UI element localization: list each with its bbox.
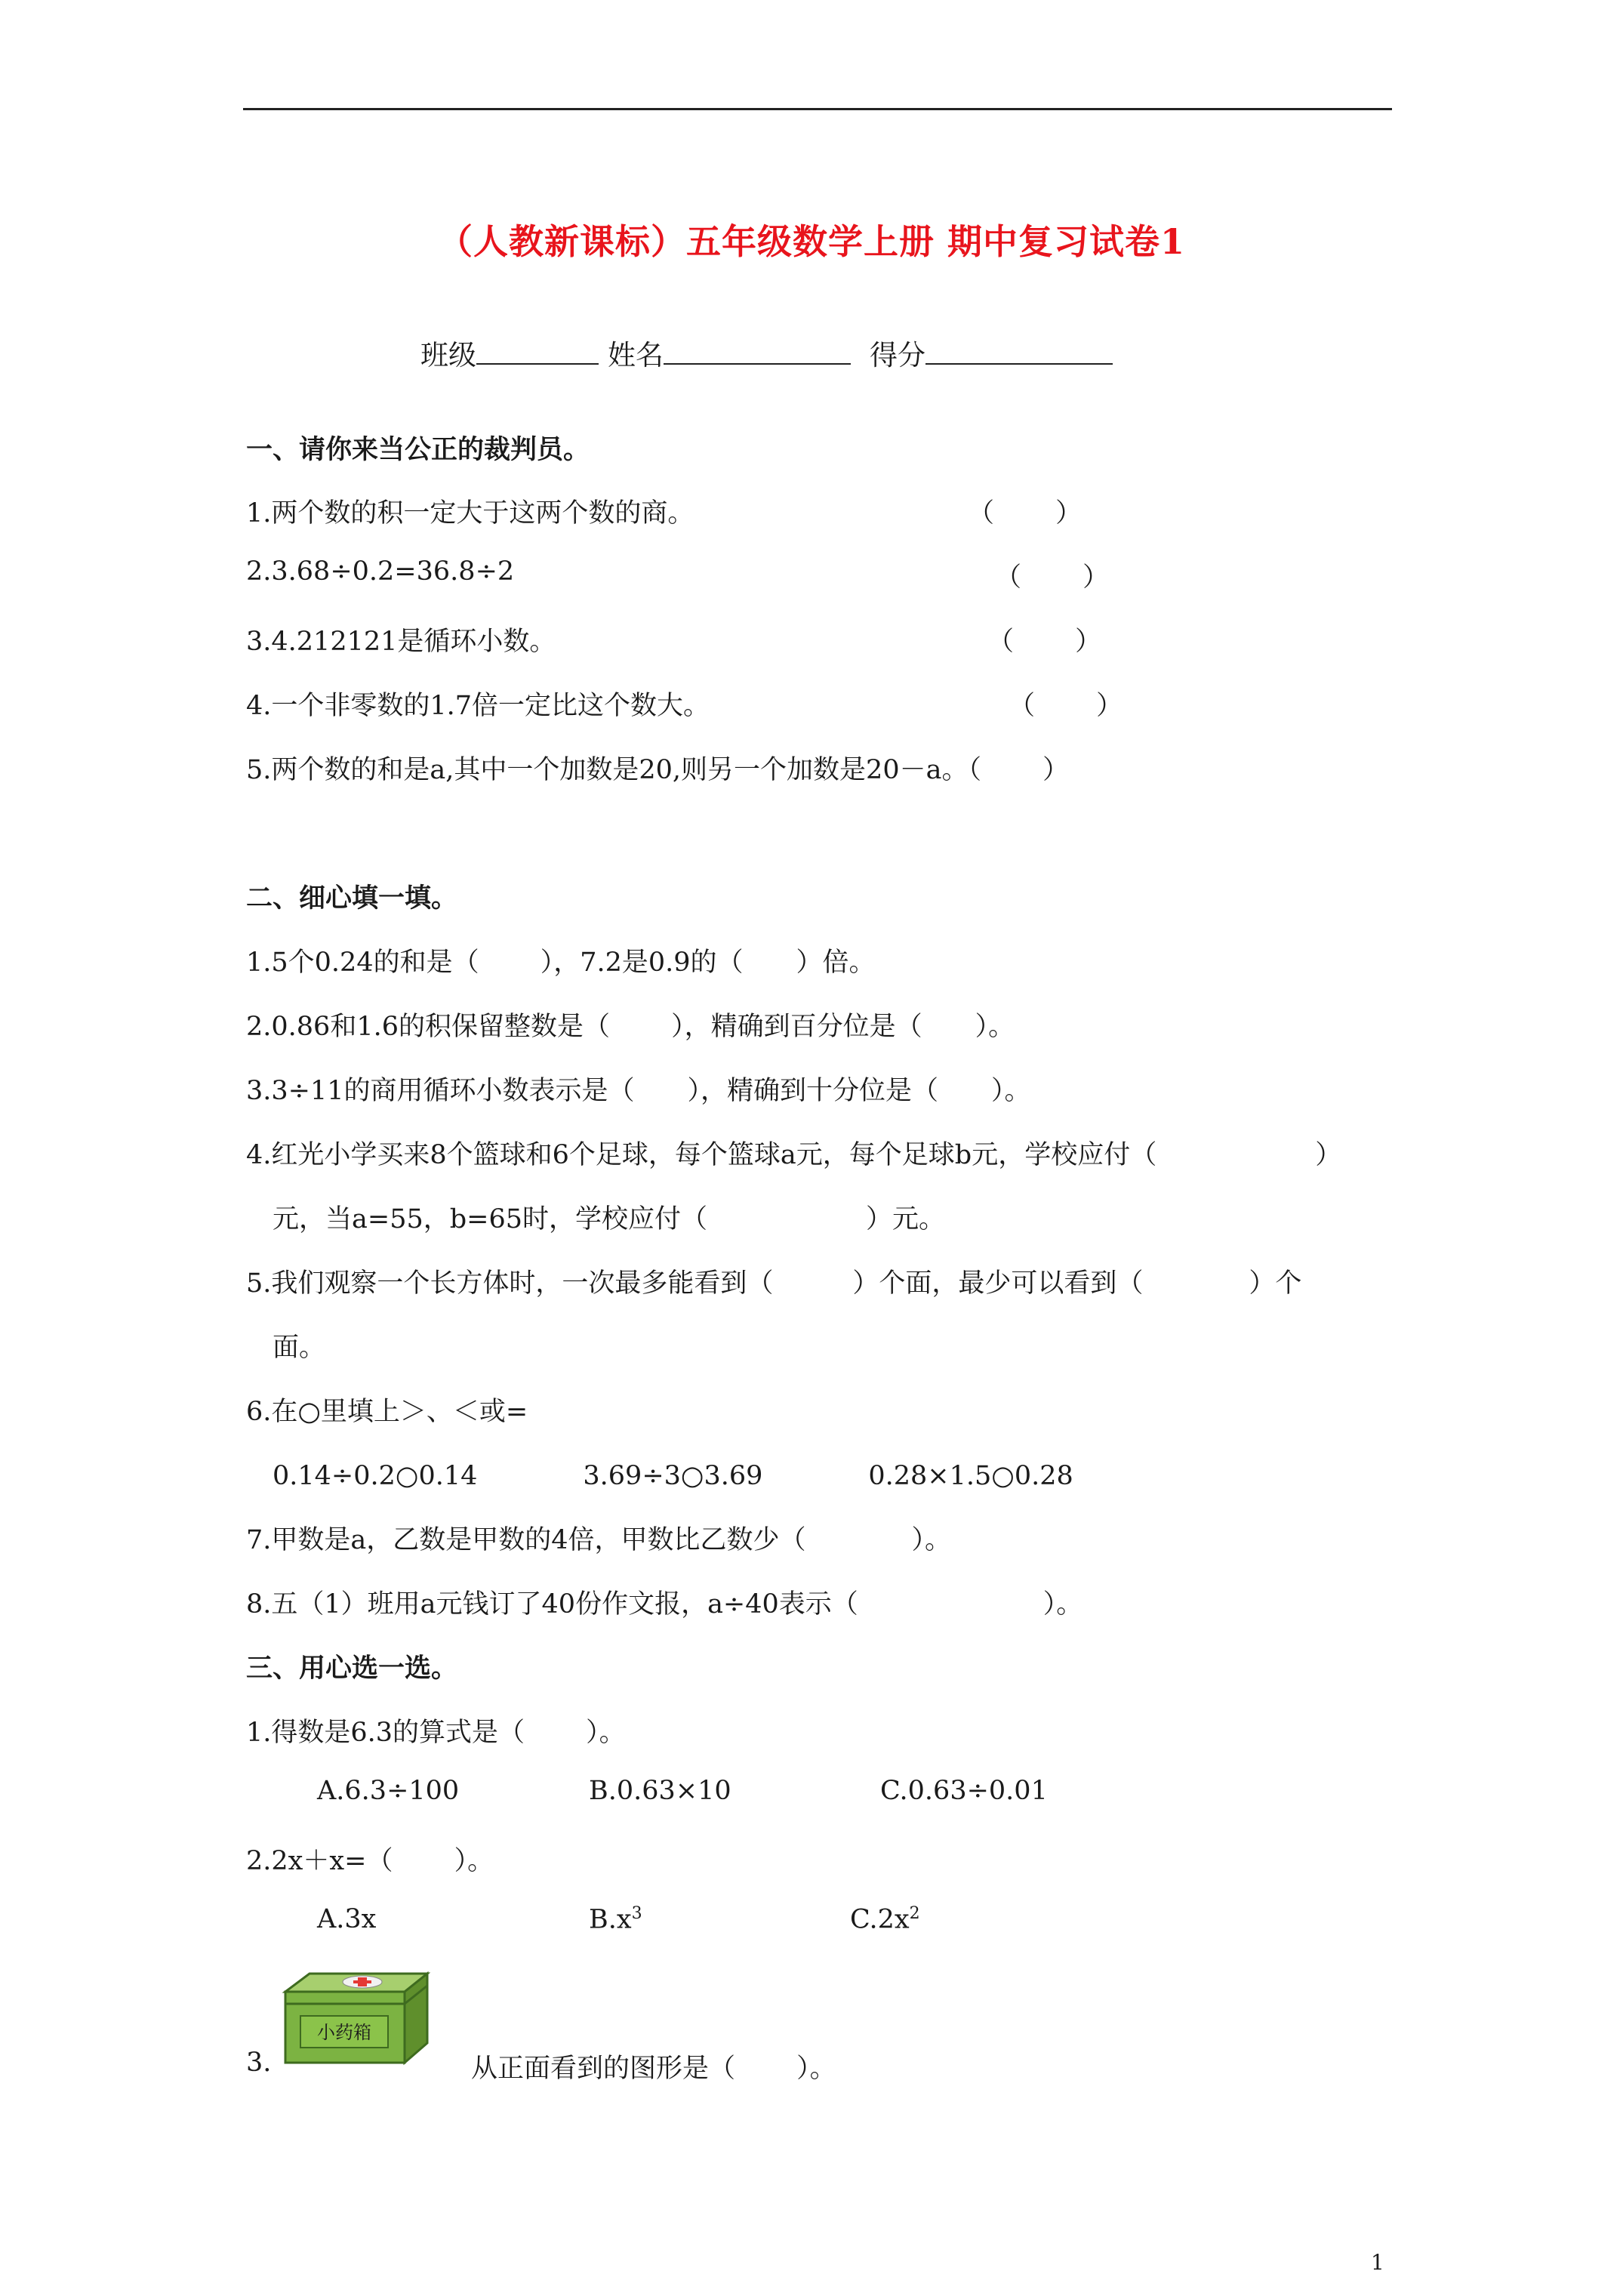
s1-answer-4[interactable]: （ ）: [1009, 691, 1123, 721]
superscript: 2: [909, 1904, 920, 1923]
score-label: 得分: [870, 339, 925, 371]
medicine-box-image: [279, 1969, 430, 2070]
s1-answer-3[interactable]: （ ）: [987, 627, 1102, 657]
s2-item-2: 2.0.86和1.6的积保留整数是（ ），精确到百分位是（ ）。: [246, 1012, 1015, 1042]
s1-item-3: 3.4.212121是循环小数。: [246, 627, 556, 657]
s2-item-4: 4.红光小学买来8个篮球和6个足球，每个篮球a元，每个足球b元，学校应付（ ）: [246, 1140, 1342, 1170]
s2-item-5-cont: 面。: [246, 1333, 326, 1363]
s1-item-2: 2.3.68÷0.2=36.8÷2: [246, 556, 515, 587]
s3-q1-option-a[interactable]: A.6.3÷100: [317, 1776, 460, 1806]
s2-item-8: 8.五（1）班用a元钱订了40份作文报，a÷40表示（ ）。: [246, 1589, 1083, 1620]
section2-heading: 二、细心填一填。: [246, 883, 458, 914]
section1-heading: 一、请你来当公正的裁判员。: [246, 434, 590, 465]
page-number: 1: [1371, 2250, 1384, 2275]
s3-q2-option-b[interactable]: $B.x^3$: [589, 1904, 642, 1935]
top-rule: [243, 108, 1392, 110]
page-title: （人教新课标）五年级数学上册 期中复习试卷1: [437, 221, 1186, 262]
s1-answer-1[interactable]: （ ）: [968, 498, 1083, 529]
s3-q1-option-b[interactable]: B.0.63×10: [589, 1776, 731, 1806]
s3-q2-option-c[interactable]: $C.2x^2$: [850, 1904, 920, 1935]
s2-item-5: 5.我们观察一个长方体时，一次最多能看到（ ）个面，最少可以看到（ ）个: [246, 1268, 1302, 1299]
s2-item-6: 6.在○里填上＞、＜或=: [246, 1397, 528, 1427]
s3-q1-stem: 1.得数是6.3的算式是（ ）。: [246, 1718, 626, 1748]
class-label: 班级: [420, 339, 476, 371]
score-field[interactable]: [870, 332, 1113, 373]
medicine-box-icon: [279, 1969, 430, 2067]
score-blank[interactable]: [925, 337, 1113, 365]
medicine-box-label: 小药箱: [317, 2022, 371, 2043]
s1-answer-2[interactable]: （ ）: [995, 562, 1110, 593]
class-blank[interactable]: [476, 337, 599, 365]
s2-item-6-compare: 0.14÷0.2○0.14 3.69÷3○3.69 0.28×1.5○0.28: [246, 1461, 1073, 1491]
superscript: 3: [631, 1904, 642, 1923]
s3-q2-option-a[interactable]: A.3x: [317, 1904, 377, 1934]
s2-item-1: 1.5个0.24的和是（ ），7.2是0.9的（ ）倍。: [246, 948, 876, 978]
section3-heading: 三、用心选一选。: [246, 1653, 458, 1684]
s2-item-3: 3.3÷11的商用循环小数表示是（ ），精确到十分位是（ ）。: [246, 1076, 1031, 1106]
s2-item-4-cont: 元，当a=55，b=65时，学校应付（ ）元。: [246, 1204, 945, 1234]
s3-q2-stem: 2.2x＋x=（ ）。: [246, 1846, 494, 1876]
class-field[interactable]: [420, 332, 599, 373]
s1-item-1: 1.两个数的积一定大于这两个数的商。: [246, 498, 694, 529]
s1-item-4: 4.一个非零数的1.7倍一定比这个数大。: [246, 691, 710, 721]
name-label: 姓名: [608, 339, 664, 371]
s1-item-5: 5.两个数的和是a,其中一个加数是20,则另一个加数是20－a。（ ）: [246, 755, 1070, 785]
s2-item-7: 7.甲数是a，乙数是甲数的4倍，甲数比乙数少（ ）。: [246, 1525, 952, 1555]
s3-q3-number: 3.: [246, 2048, 272, 2078]
name-blank[interactable]: [664, 337, 851, 365]
s3-q1-option-c[interactable]: C.0.63÷0.01: [880, 1776, 1048, 1806]
s3-q3-stem: 从正面看到的图形是（ ）。: [471, 2054, 836, 2084]
name-field[interactable]: [608, 332, 851, 373]
